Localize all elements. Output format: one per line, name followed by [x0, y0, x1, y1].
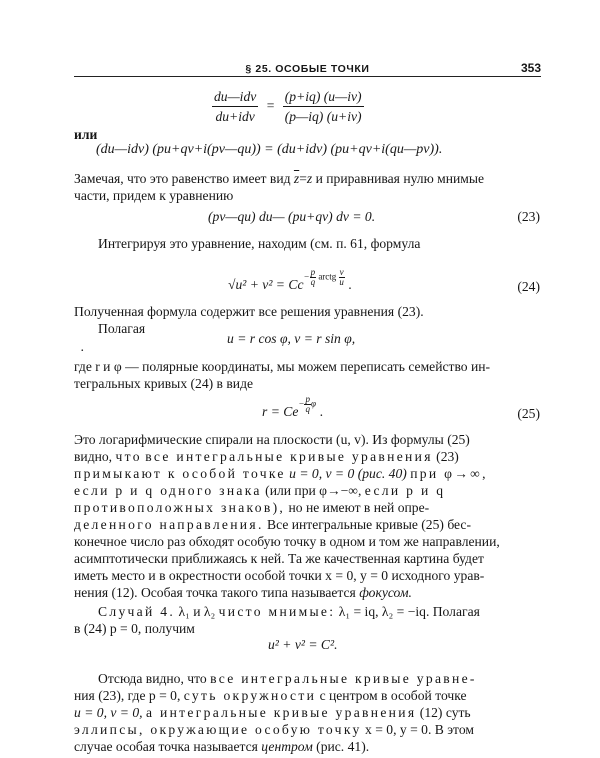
term-centre: центром — [261, 739, 313, 754]
paragraph-noting: Замечая, что это равенство имеет вид $\overline{z}=z$ и приравнивая нулю мнимые части, придем к уравнению — [74, 171, 485, 203]
equation-24-number: (24) — [517, 279, 540, 294]
equation-24-exponent: − $\frac{p}{q}$ arctg $\frac{v}{u}$ — [303, 267, 344, 288]
equation-24: √u² + v² = Cc− $\frac{p}{q}$ arctg $\frac{v}{u}$ . — [228, 267, 352, 292]
running-header — [74, 60, 541, 77]
paragraph-centre: Отсюда видно, что все интегральные кривые уравне- ния (23), где p = 0, суть окружности с центром в особой точке u = 0, v = 0, а интегральные кривые уравнения (12) суть эллипсы, окружающие особую точку x = 0, y = 0. В этом случае особая точка называется центром (рис. 41). — [74, 671, 477, 754]
paragraph-obtained: Полученная формула содержит все решения уравнения (23). Полагая — [74, 304, 424, 336]
equation-ratio: $\frac{\text{du—idv}}{\text{du+idv}}$ = $\frac{(p+iq) (u—iv)}{(p—iq) (u+iv)}$ — [214, 89, 362, 124]
equation-23: (pv—qu) du— (pu+qv) dv = 0. — [208, 209, 376, 224]
z-bar: $\overline{z}$ — [293, 171, 300, 186]
page-number: 353 — [520, 61, 541, 75]
term-focus: фокусом. — [359, 585, 412, 600]
word-or: или — [74, 127, 98, 142]
section-title: § 25. ОСОБЫЕ ТОЧКИ — [245, 63, 370, 75]
equation-25-exponent: − $\frac{p}{q}$ φ — [298, 394, 316, 415]
print-dot: · — [80, 343, 85, 358]
ratio-lhs: $\frac{\text{du—idv}}{\text{du+idv}}$ — [214, 89, 257, 124]
paragraph-case-4: Случай 4. λ₁ и λ₂ чисто мнимые: λ₁ = iq, λ₂ = −iq. Полагая в (24) p = 0, получим — [74, 604, 480, 636]
equation-polar: u = r cos φ, v = r sin φ, — [227, 331, 356, 346]
equation-25: r = Ce− $\frac{p}{q}$ φ . — [262, 394, 324, 419]
equation-25-number: (25) — [517, 406, 540, 421]
paragraph-spirals: Это логарифмические спирали на плоскости (u, v). Из формулы (25) видно, что все интегральные кривые уравнения (23) примыкают к особой точке u = 0, v = 0 (рис. 40) при φ→∞, если p и q одного знака (или при φ→−∞, если p и q противоположных знаков), но не имеют в ней опре- деленного направления. Все интегральные кривые (25) бес- конечное число раз обходят особую точку в одном и том же направлении, асимптотически приближаясь к ней. Та же качественная картина будет иметь место и в окрестности особой точки x = 0, y = 0 исходного урав- нения (12). Особая точка такого типа называется фокусом. — [74, 432, 500, 600]
paragraph-integrating: Интегрируя это уравнение, находим (см. п. 61, формула — [98, 236, 421, 251]
paragraph-polar: где r и φ — полярные координаты, мы можем переписать семейство ин- тегральных кривых (24) в виде — [74, 359, 491, 391]
ratio-rhs: $\frac{(p+iq) (u—iv)}{(p—iq) (u+iv)}$ — [284, 89, 362, 124]
equation-expanded: (du—idv) (pu+qv+i(pv—qu)) = (du+idv) (pu+qv+i(qu—pv)). — [96, 142, 443, 157]
equation-23-number: (23) — [517, 209, 540, 224]
equation-circle: u² + v² = C². — [268, 637, 338, 652]
